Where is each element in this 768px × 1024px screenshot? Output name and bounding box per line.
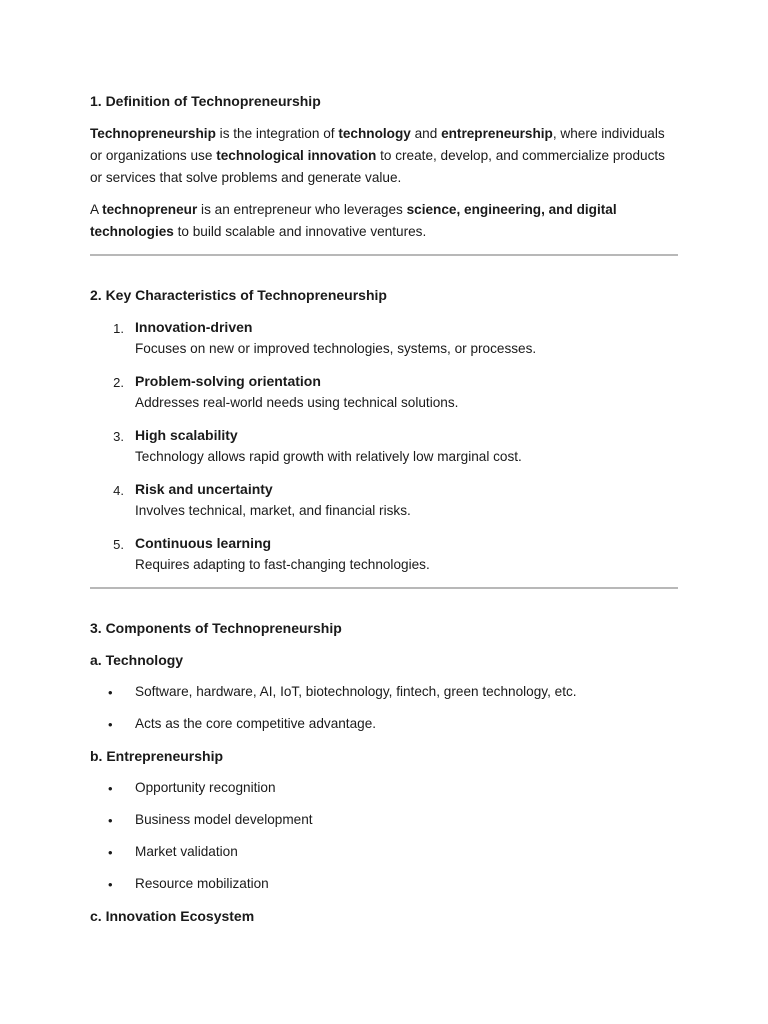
text-span: is an entrepreneur who leverages xyxy=(197,202,407,217)
divider xyxy=(90,254,678,256)
bullet-text: Business model development xyxy=(135,812,313,827)
definition-paragraph xyxy=(90,123,678,189)
bullet-text: Acts as the core competitive advantage. xyxy=(135,716,377,731)
bullet-text: Software, hardware, AI, IoT, biotechnology, fintech, green technology, etc. xyxy=(135,684,577,699)
text-span: and xyxy=(410,126,442,141)
subsection-c-heading: c. Innovation Ecosystem xyxy=(90,908,255,924)
list-item-description: Addresses real-world needs using technical solutions. xyxy=(135,395,459,410)
list-item-title: Risk and uncertainty xyxy=(135,481,273,497)
text-span: to create, develop, and commercialize products or services that solve problems and generate value. xyxy=(90,148,665,185)
bullet-icon: • xyxy=(108,781,113,796)
term-technology: technology xyxy=(338,126,411,141)
term-entrepreneurship: entrepreneurship xyxy=(441,126,553,141)
bullet-icon: • xyxy=(108,845,113,860)
technopreneur-paragraph xyxy=(90,199,678,243)
section-2-heading: 2. Key Characteristics of Technopreneurship xyxy=(90,287,387,303)
list-item-title: High scalability xyxy=(135,427,238,443)
text-span: is the integration of xyxy=(215,126,339,141)
term-technopreneurship: Technopreneurship xyxy=(90,126,216,141)
term-technopreneur: technopreneur xyxy=(102,202,198,217)
list-item-title: Continuous learning xyxy=(135,535,272,551)
bullet-icon: • xyxy=(108,685,113,700)
text-span: , where individuals or organizations use xyxy=(90,126,665,163)
subsection-a-heading: a. Technology xyxy=(90,652,184,668)
list-item-description: Involves technical, market, and financial risks. xyxy=(135,503,411,518)
section-1-heading: 1. Definition of Technopreneurship xyxy=(90,93,321,109)
list-item-title: Problem-solving orientation xyxy=(135,373,321,389)
text-span: to build scalable and innovative ventures. xyxy=(173,224,427,239)
list-item-description: Focuses on new or improved technologies, systems, or processes. xyxy=(135,341,537,356)
list-item-description: Technology allows rapid growth with relatively low marginal cost. xyxy=(135,449,522,464)
bullet-icon: • xyxy=(108,717,113,732)
list-item-number: 3. xyxy=(113,429,124,444)
term-science-engineering-digital: science, engineering, and digital technologies xyxy=(90,202,617,239)
bullet-text: Opportunity recognition xyxy=(135,780,276,795)
bullet-text: Resource mobilization xyxy=(135,876,269,891)
list-item-number: 5. xyxy=(113,537,124,552)
divider xyxy=(90,587,678,589)
list-item-number: 4. xyxy=(113,483,124,498)
list-item-description: Requires adapting to fast-changing technologies. xyxy=(135,557,430,572)
section-3-heading: 3. Components of Technopreneurship xyxy=(90,620,342,636)
bullet-text: Market validation xyxy=(135,844,238,859)
bullet-icon: • xyxy=(108,813,113,828)
bullet-icon: • xyxy=(108,877,113,892)
term-technological-innovation: technological innovation xyxy=(216,148,377,163)
list-item-number: 2. xyxy=(113,375,124,390)
list-item-number: 1. xyxy=(113,321,124,336)
subsection-b-heading: b. Entrepreneurship xyxy=(90,748,224,764)
list-item-title: Innovation-driven xyxy=(135,319,253,335)
text-span: A xyxy=(90,202,103,217)
